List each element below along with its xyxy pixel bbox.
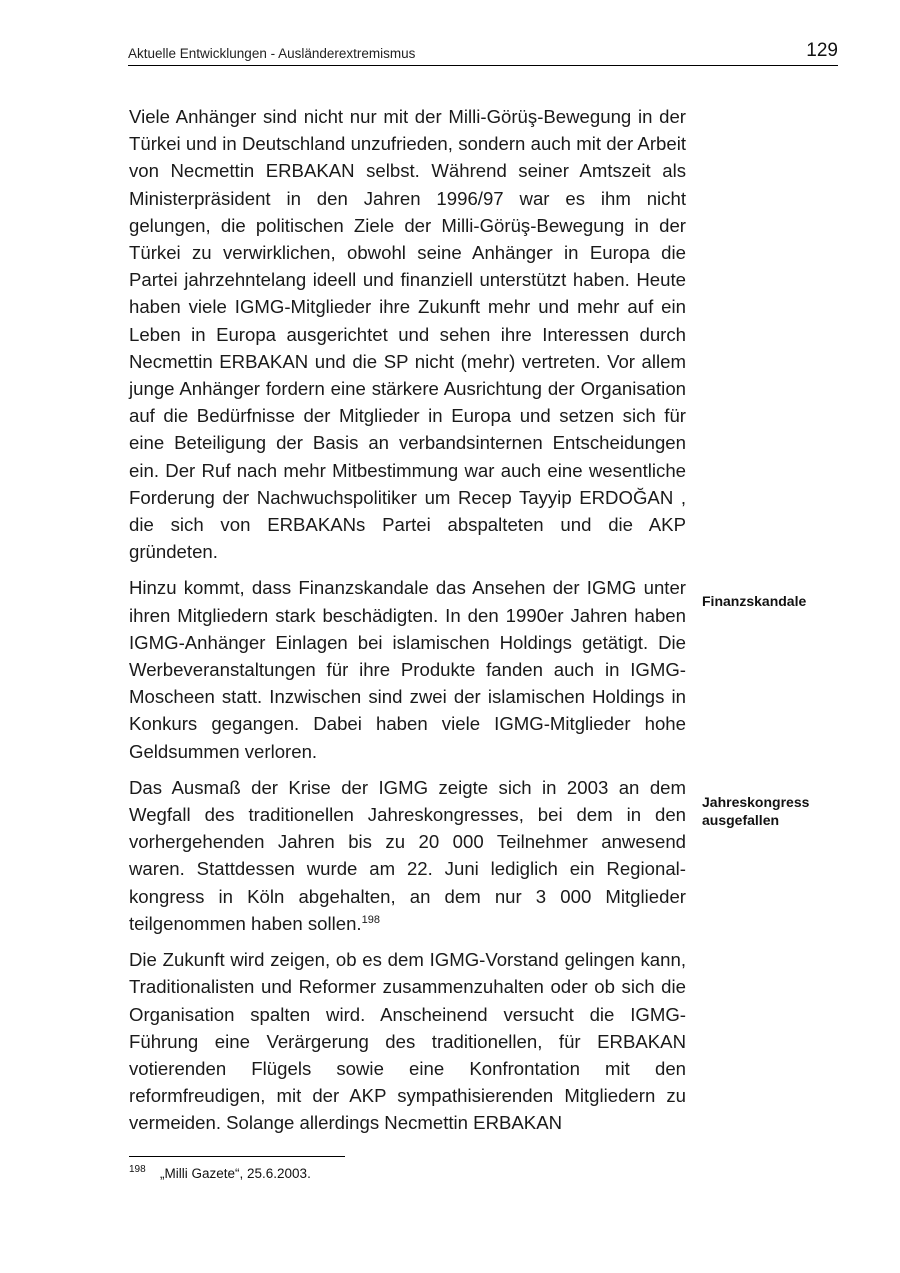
margin-note-jahreskongress-line2: ausgefallen bbox=[702, 812, 780, 828]
paragraph-1: Viele Anhänger sind nicht nur mit der Milli-Görüş-Bewegung in der Türkei und in Deutschland unzufrieden, sondern auch mit der Arbeit von Necmettin ERBAKAN selbst. Während seiner Amtszeit als Ministerpräsident in den Jahren 1996/97 war es ihm nicht gelungen, die politischen Ziele der Milli-Görüş-Bewegung in der Türkei zu verwirklichen, obwohl seine Anhänger in Europa die Partei jahrzehntelang ideell und finanziell unterstützt haben. Heute haben viele IGMG-Mitglieder ihre Zukunft mehr und mehr auf ein Leben in Europa ausgerichtet und sehen ihre Interessen durch Necmettin ERBAKAN und die SP nicht (mehr) vertreten. Vor allem junge Anhänger fordern eine stärkere Ausrichtung der Organisation auf die Bedürfnisse der Mitglieder in Europa und setzen sich für eine Beteiligung der Basis an verbandsinternen Entscheidungen ein. Der Ruf nach mehr Mitbestimmung war auch eine wesentliche Forderung der Nachwuchspolitiker um Recep Tayyip ERDOĞAN , die sich von ERBAKANs Partei abspalteten und die AKP gründeten. bbox=[129, 106, 686, 563]
footnote-number: 198 bbox=[129, 1164, 146, 1175]
paragraph-3 bbox=[129, 774, 686, 937]
header-title: Aktuelle Entwicklungen - Ausländerextremismus bbox=[128, 46, 416, 61]
footnote-divider bbox=[129, 1156, 345, 1157]
body-text bbox=[129, 103, 686, 1146]
margin-note-finanzskandale: Finanzskandale bbox=[702, 593, 807, 609]
paragraph-4: Die Zukunft wird zeigen, ob es dem IGMG-Vorstand gelingen kann, Traditionalisten und Reformer zusammenzuhalten oder ob sich die Organisation spalten wird. Anscheinend versucht die IGMG-Führung eine Verärgerung des traditionellen, für ERBAKAN votierenden Flügels sowie eine Konfrontation mit den reformfreudigen, mit der AKP sympathisierenden Mitgliedern zu vermeiden. Solange allerdings Necmettin ERBAKAN bbox=[129, 949, 686, 1134]
paragraph-2: Hinzu kommt, dass Finanzskandale das Ansehen der IGMG unter ihren Mitgliedern stark beschädigten. In den 1990er Jahren haben IGMG-Anhänger Einlagen bei islamischen Holdings getätigt. Die Werbeveranstaltungen für ihre Produkte fanden auch in IGMG-Moscheen statt. Inzwischen sind zwei der islamischen Holdings in Konkurs gegangen. Dabei haben viele IGMG-Mitglieder hohe Geldsummen verloren. bbox=[129, 577, 686, 762]
footnote-text: „Milli Gazete“, 25.6.2003. bbox=[160, 1166, 311, 1181]
page-number: 129 bbox=[806, 40, 838, 61]
footnote-reference[interactable]: 198 bbox=[361, 913, 380, 926]
footnote bbox=[129, 1166, 311, 1181]
margin-note-jahreskongress bbox=[702, 793, 852, 829]
running-header bbox=[128, 36, 838, 66]
paragraph-3-text: Das Ausmaß der Krise der IGMG zeigte sich in 2003 an dem Wegfall des traditionellen Jahreskongresses, bei dem in den vorhergehenden Jahren bis zu 20 000 Teilnehmer anwesend waren. Stattdessen wurde am 22. Juni lediglich ein Regionalkongress in Köln abgehalten, an dem nur 3 000 Mitglieder teilgenommen haben sollen. bbox=[129, 776, 686, 934]
margin-note-jahreskongress-line1: Jahreskongress bbox=[702, 794, 810, 810]
